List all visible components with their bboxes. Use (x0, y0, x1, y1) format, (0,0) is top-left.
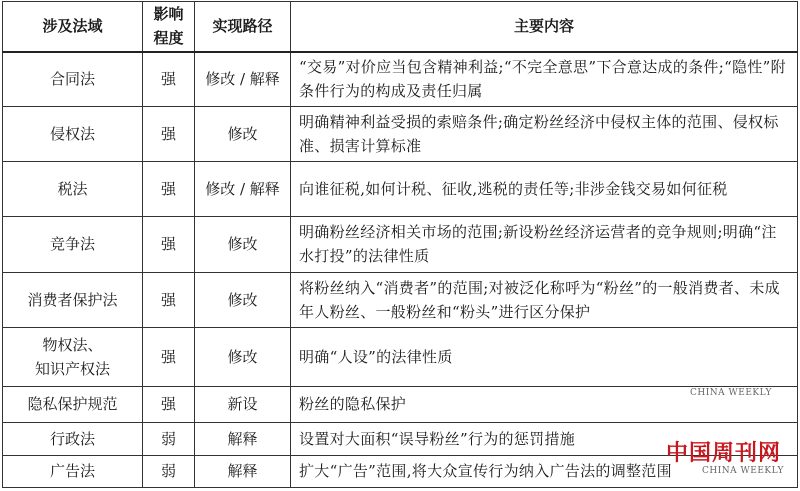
header-field: 涉及法域 (3, 2, 143, 52)
table-row (3, 272, 798, 328)
header-impact: 影响 程度 (143, 2, 195, 52)
cell-impact: 强 (143, 328, 195, 387)
cell-path: 新设 (195, 387, 291, 422)
cell-content: 向谁征税,如何计税、征收,逃税的责任等;非涉金钱交易如何征税 (291, 162, 798, 217)
cell-impact: 强 (143, 106, 195, 162)
cell-impact: 强 (143, 272, 195, 328)
table-row (3, 162, 798, 217)
cell-content: 将粉丝纳入“消费者”的范围;对被泛化称呼为“粉丝”的一般消费者、未成年人粉丝、一般粉丝和“粉头”进行区分保护 (291, 272, 798, 328)
cell-impact: 强 (143, 216, 195, 272)
cell-content: 设置对大面积“误导粉丝”行为的惩罚措施 (291, 422, 798, 455)
cell-impact: 强 (143, 52, 195, 107)
cell-field: 隐私保护规范 (3, 387, 143, 422)
table-header-row (3, 2, 798, 52)
cell-content: “交易”对价应当包含精神利益;“不完全意思”下合意达成的条件;“隐性”附条件行为的构成及责任归属 (291, 52, 798, 107)
cell-path: 修改 (195, 272, 291, 328)
table-row (3, 52, 798, 107)
cell-content: 明确精神利益受损的索赔条件;确定粉丝经济中侵权主体的范围、侵权标准、损害计算标准 (291, 106, 798, 162)
cell-content: 扩大“广告”范围,将大众宣传行为纳入广告法的调整范围 (291, 455, 798, 487)
cell-content: 明确“人设”的法律性质 (291, 328, 798, 387)
watermark-en-2: CHINA WEEKLY (702, 466, 784, 476)
cell-impact: 弱 (143, 455, 195, 487)
cell-field: 税法 (3, 162, 143, 217)
table-row (3, 328, 798, 387)
cell-impact: 强 (143, 387, 195, 422)
cell-field: 侵权法 (3, 106, 143, 162)
cell-path: 修改 / 解释 (195, 52, 291, 107)
cell-path: 修改 (195, 328, 291, 387)
cell-impact: 弱 (143, 422, 195, 455)
cell-field: 广告法 (3, 455, 143, 487)
header-path: 实现路径 (195, 2, 291, 52)
table-row (3, 387, 798, 422)
cell-path: 解释 (195, 455, 291, 487)
cell-field: 竞争法 (3, 216, 143, 272)
law-impact-table (2, 1, 798, 488)
watermark-logo: 中国周刊网 (666, 441, 782, 466)
table-row (3, 106, 798, 162)
cell-impact: 强 (143, 162, 195, 217)
table-row (3, 216, 798, 272)
header-content: 主要内容 (291, 2, 798, 52)
cell-path: 解释 (195, 422, 291, 455)
cell-field: 物权法、 知识产权法 (3, 328, 143, 387)
cell-path: 修改 (195, 216, 291, 272)
cell-path: 修改 / 解释 (195, 162, 291, 217)
cell-path: 修改 (195, 106, 291, 162)
cell-field: 行政法 (3, 422, 143, 455)
cell-field: 合同法 (3, 52, 143, 107)
cell-content: 粉丝的隐私保护 (291, 387, 798, 422)
cell-field: 消费者保护法 (3, 272, 143, 328)
watermark-en-1: CHINA WEEKLY (690, 388, 772, 398)
cell-content: 明确粉丝经济相关市场的范围;新设粉丝经济运营者的竞争规则;明确“注水打投”的法律性质 (291, 216, 798, 272)
